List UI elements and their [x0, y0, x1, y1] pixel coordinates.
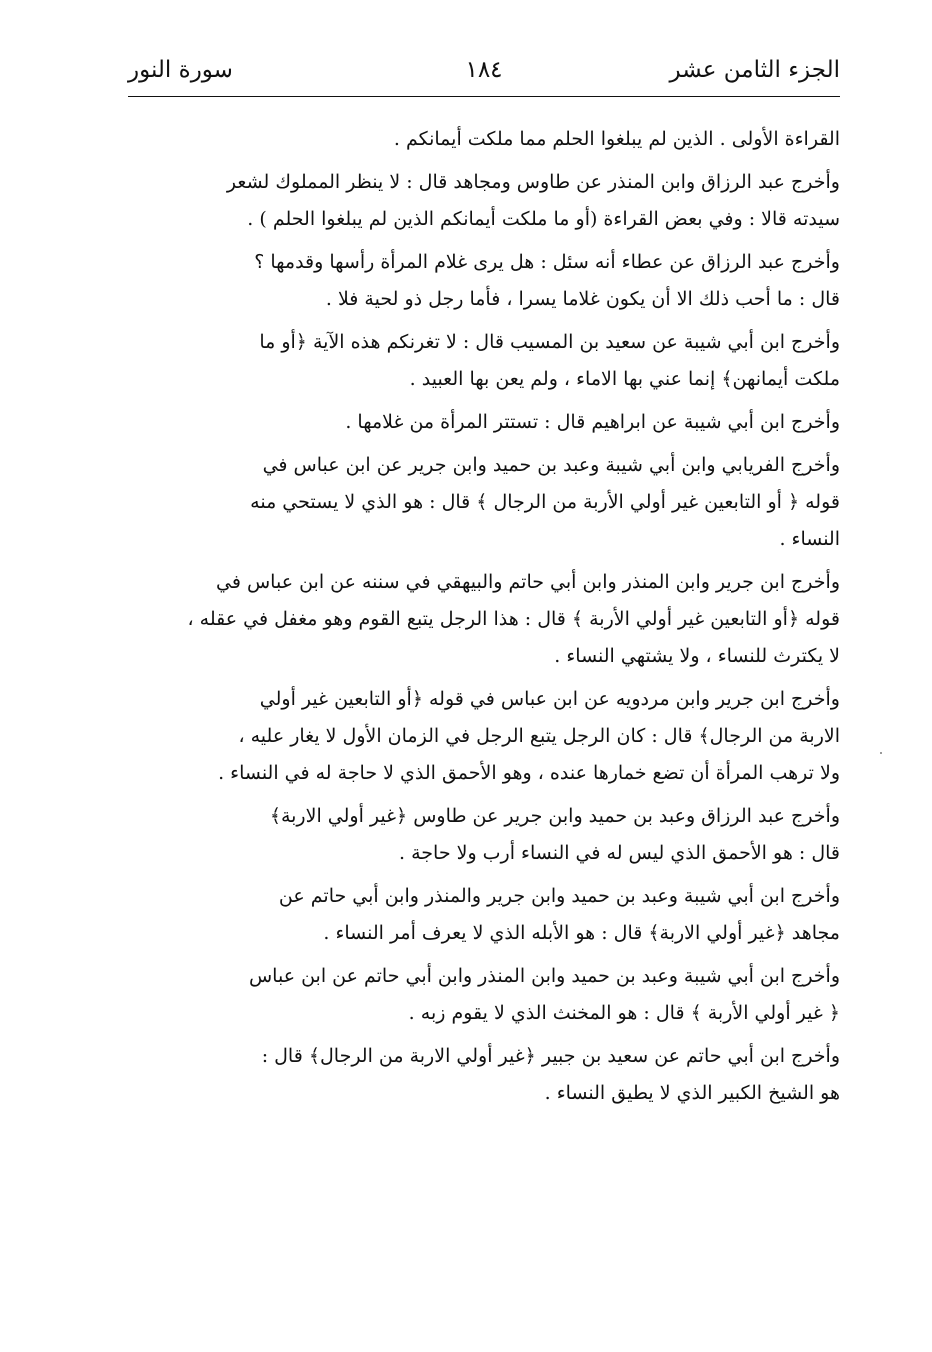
text-line: وأخرج الفريابي وابن أبي شيبة وعبد بن حميد وابن جرير عن ابن عباس في	[262, 454, 840, 476]
text-line: قال : ما أحب ذلك الا أن يكون غلاما يسرا ، فأما رجل ذو لحية فلا .	[325, 288, 840, 310]
text-line: ملكت أيمانهن﴾ إنما عني بها الاماء ، ولم يعن بها العبيد .	[409, 368, 840, 390]
text-line: ولا ترهب المرأة أن تضع خمارها عنده ، وهو الأحمق الذي لا حاجة له في النساء .	[218, 762, 840, 784]
paragraph	[128, 244, 840, 318]
text-line: وأخرج ابن أبي شيبة وعبد بن حميد وابن المنذر وابن أبي حاتم عن ابن عباس	[248, 965, 840, 987]
text-line: قوله ﴿ أو التابعين غير أولي الأربة من الرجال ﴾ قال : هو الذي لا يستحي منه	[250, 491, 840, 513]
paragraph	[128, 681, 840, 792]
document-page	[128, 0, 840, 1352]
text-line: وأخرج عبد الرزاق عن عطاء أنه سئل : هل يرى غلام المرأة رأسها وقدمها ؟	[254, 251, 840, 273]
text-line: ﴿ غير أولي الأربة ﴾ قال : هو المخنث الذي لا يقوم زبه .	[408, 1002, 840, 1024]
paragraph	[128, 121, 840, 158]
paragraph	[128, 798, 840, 872]
text-line: وأخرج ابن جرير وابن المنذر وابن أبي حاتم والبيهقي في سننه عن ابن عباس في	[216, 571, 840, 593]
paragraph	[128, 324, 840, 398]
text-line: مجاهد ﴿غير أولي الاربة﴾ قال : هو الأبله الذي لا يعرف أمر النساء .	[323, 922, 840, 944]
paragraph	[128, 447, 840, 558]
volume-title: الجزء الثامن عشر	[669, 57, 840, 83]
text-line: وأخرج عبد الرزاق وابن المنذر عن طاوس ومجاهد قال : لا ينظر المملوك لشعر	[226, 171, 840, 193]
text-line: النساء .	[779, 528, 840, 550]
text-line: وأخرج ابن جرير وابن مردويه عن ابن عباس في قوله ﴿أو التابعين غير أولي	[259, 688, 840, 710]
page-header	[128, 50, 840, 90]
text-line: قال : هو الأحمق الذي ليس له في النساء أرب ولا حاجة .	[399, 842, 840, 864]
paragraph	[128, 404, 840, 441]
text-line: لا يكترث للنساء ، ولا يشتهي النساء .	[554, 645, 840, 667]
margin-dot	[880, 752, 882, 754]
paragraph	[128, 1038, 840, 1112]
text-line: الاربة من الرجال﴾ قال : كان الرجل يتبع الرجل في الزمان الأول لا يغار عليه ،	[238, 725, 840, 747]
paragraph	[128, 958, 840, 1032]
text-line: وأخرج ابن أبي شيبة عن ابراهيم قال : تستتر المرأة من غلامها .	[345, 411, 840, 433]
surah-title: سورة النور	[128, 57, 233, 83]
text-line: وأخرج عبد الرزاق وعبد بن حميد وابن جرير عن طاوس ﴿غير أولي الاربة﴾	[269, 805, 840, 827]
header-divider	[128, 96, 840, 97]
text-line: قوله ﴿أو التابعين غير أولي الأربة ﴾ قال : هذا الرجل يتبع القوم وهو مغفل في عقله ،	[187, 608, 840, 630]
paragraph	[128, 164, 840, 238]
paragraph	[128, 878, 840, 952]
page-body	[128, 121, 840, 1118]
text-line: هو الشيخ الكبير الذي لا يطيق النساء .	[544, 1082, 840, 1104]
page-number: ١٨٤	[465, 57, 503, 83]
text-line: وأخرج ابن أبي شيبة وعبد بن حميد وابن جرير والمنذر وابن أبي حاتم عن	[278, 885, 840, 907]
text-line: سيدته قالا : وفي بعض القراءة (أو ما ملكت أيمانكم الذين لم يبلغوا الحلم ) .	[247, 208, 840, 230]
text-line: القراءة الأولى . الذين لم يبلغوا الحلم مما ملكت أيمانكم .	[393, 128, 840, 150]
text-line: وأخرج ابن أبي حاتم عن سعيد بن جبير ﴿غير أولي الاربة من الرجال﴾ قال :	[261, 1045, 840, 1067]
text-line: وأخرج ابن أبي شيبة عن سعيد بن المسيب قال : لا تغرنكم هذه الآية ﴿أو ما	[259, 331, 840, 353]
paragraph	[128, 564, 840, 675]
